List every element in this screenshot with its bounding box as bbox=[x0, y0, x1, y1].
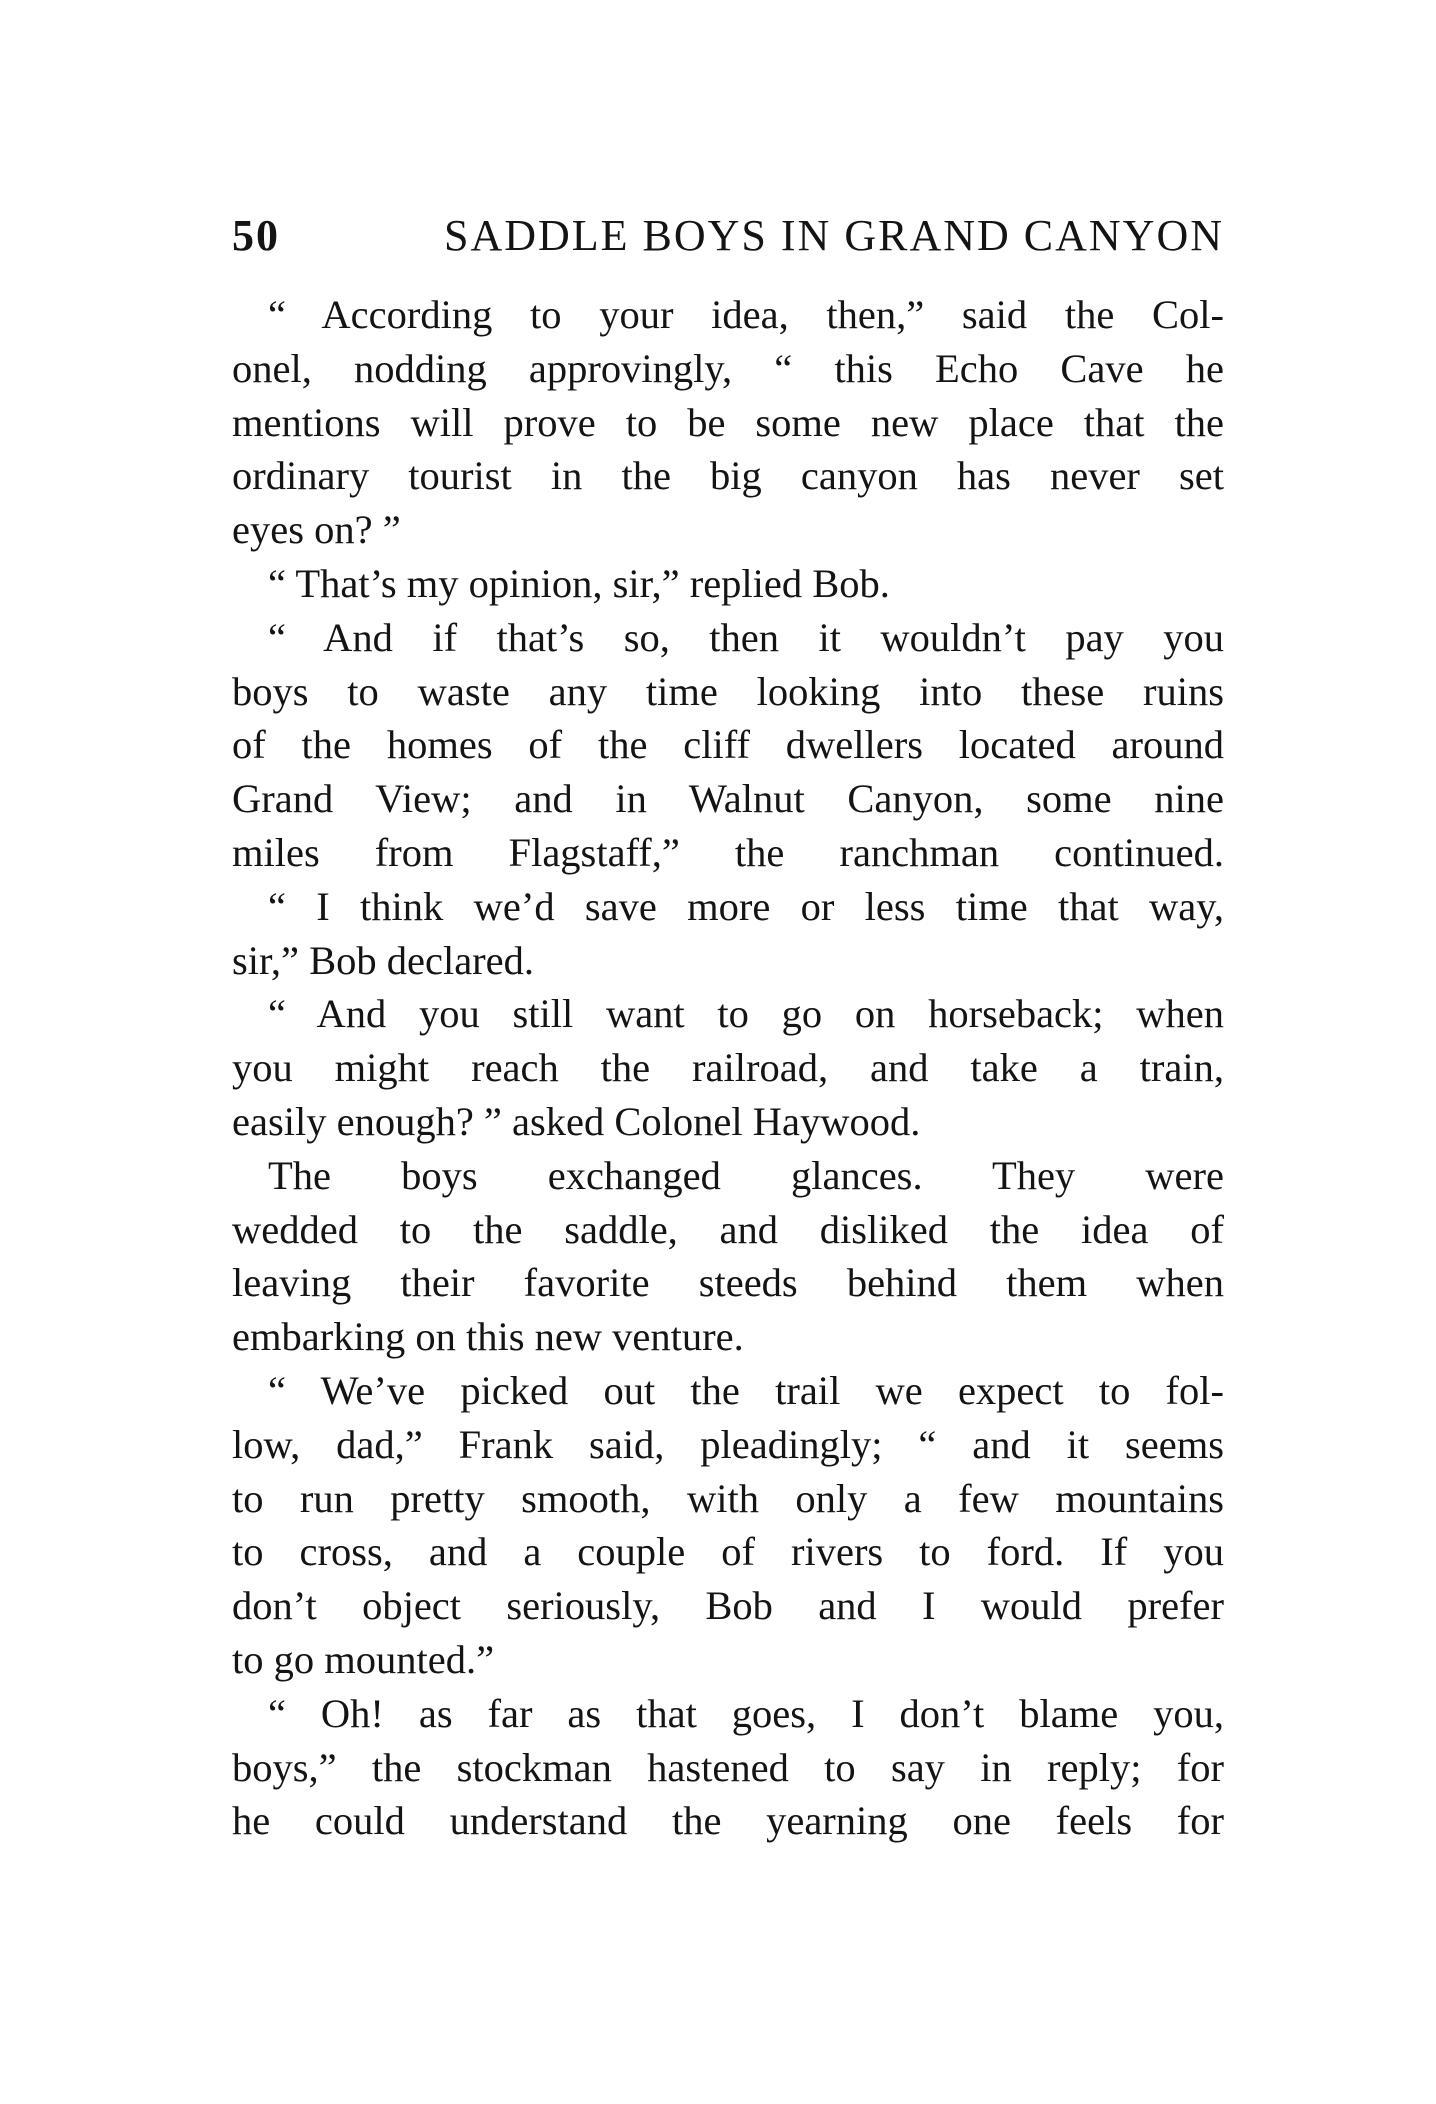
page-number: 50 bbox=[232, 211, 280, 260]
text-line: “ That’s my opinion, sir,” replied Bob. bbox=[268, 560, 890, 606]
text-line: easily enough? ” asked Colonel Haywood. bbox=[232, 1098, 921, 1144]
text-line: eyes on? ” bbox=[232, 507, 401, 553]
text-line: “ I think we’d save more or less time that way, bbox=[268, 883, 1224, 929]
body-text bbox=[232, 288, 1224, 1848]
text-line: “ We’ve picked out the trail we expect to fol- bbox=[268, 1367, 1224, 1413]
text-line: you might reach the railroad, and take a train, bbox=[232, 1045, 1224, 1091]
running-header bbox=[232, 206, 1224, 266]
text-line: wedded to the saddle, and disliked the idea of bbox=[232, 1206, 1224, 1252]
text-line: boys,” the stockman hastened to say in reply; for bbox=[232, 1744, 1224, 1790]
text-line: The boys exchanged glances. They were bbox=[268, 1152, 1224, 1198]
text-line: onel, nodding approvingly, “ this Echo Cave he bbox=[232, 345, 1224, 391]
text-line: to go mounted.” bbox=[232, 1636, 495, 1682]
text-line: “ Oh! as far as that goes, I don’t blame you, bbox=[268, 1690, 1224, 1736]
running-title: SADDLE BOYS IN GRAND CANYON bbox=[443, 211, 1224, 260]
text-line: mentions will prove to be some new place that the bbox=[232, 399, 1224, 445]
text-line: of the homes of the cliff dwellers located around bbox=[232, 722, 1224, 768]
text-line: don’t object seriously, Bob and I would prefer bbox=[232, 1583, 1224, 1629]
text-line: low, dad,” Frank said, pleadingly; “ and it seems bbox=[232, 1421, 1224, 1467]
text-line: “ And you still want to go on horseback; when bbox=[268, 991, 1224, 1037]
text-line: to cross, and a couple of rivers to ford. If you bbox=[232, 1529, 1224, 1575]
text-line: leaving their favorite steeds behind them when bbox=[232, 1260, 1224, 1306]
text-line: miles from Flagstaff,” the ranchman continued. bbox=[232, 829, 1224, 875]
text-line: “ And if that’s so, then it wouldn’t pay you bbox=[268, 614, 1224, 660]
text-line: embarking on this new venture. bbox=[232, 1314, 744, 1360]
text-line: Grand View; and in Walnut Canyon, some nine bbox=[232, 776, 1224, 822]
text-line: boys to waste any time looking into these ruins bbox=[232, 668, 1224, 714]
text-line: he could understand the yearning one feels for bbox=[232, 1798, 1224, 1844]
text-line: sir,” Bob declared. bbox=[232, 937, 535, 983]
text-line: to run pretty smooth, with only a few mountains bbox=[232, 1475, 1224, 1521]
text-line: ordinary tourist in the big canyon has never set bbox=[232, 453, 1224, 499]
text-line: “ According to your idea, then,” said the Col- bbox=[268, 292, 1224, 337]
